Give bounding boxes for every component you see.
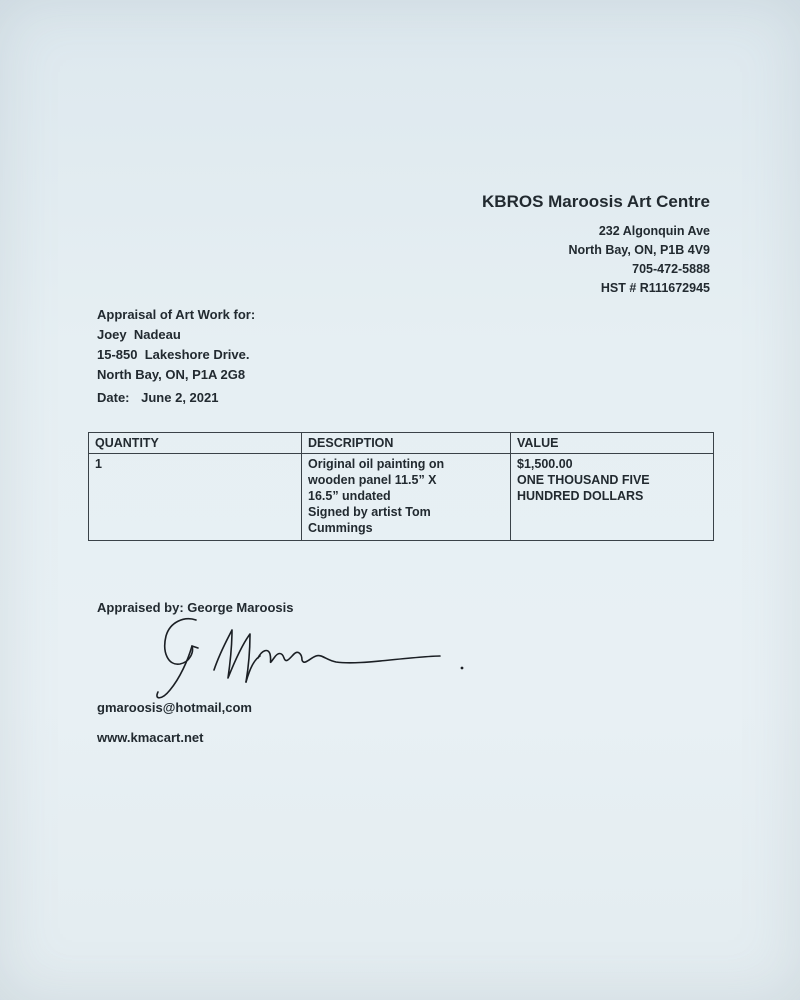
- company-phone: 705-472-5888: [632, 262, 710, 276]
- appraiser-website[interactable]: www.kmacart.net: [97, 730, 204, 745]
- signature-dot: [461, 667, 464, 670]
- company-hst: HST # R111672945: [600, 281, 710, 295]
- description-line: 16.5” undated: [308, 489, 391, 503]
- value-header: VALUE: [511, 433, 714, 454]
- description-line: Signed by artist Tom: [308, 505, 431, 519]
- table-header-row: [89, 433, 714, 454]
- appraisal-table: [88, 432, 714, 541]
- recipient-block: [97, 305, 255, 385]
- appraised-by: Appraised by: George Maroosis: [97, 600, 294, 615]
- recipient-heading: Appraisal of Art Work for:: [97, 307, 256, 322]
- description-cell: [302, 454, 511, 541]
- company-address-line2: North Bay, ON, P1B 4V9: [568, 243, 710, 257]
- value-amount: $1,500.00: [517, 457, 573, 471]
- description-line: Original oil painting on: [308, 457, 445, 471]
- company-address-line1: 232 Algonquin Ave: [598, 224, 710, 238]
- appraiser-email[interactable]: gmaroosis@hotmail,com: [97, 700, 252, 715]
- value-words: HUNDRED DOLLARS: [517, 489, 644, 503]
- company-name: KBROS Maroosis Art Centre: [482, 192, 710, 211]
- date-value: June 2, 2021: [141, 390, 219, 405]
- recipient-street: 15-850 Lakeshore Drive.: [97, 347, 250, 362]
- date-label: Date:: [97, 390, 130, 405]
- value-cell: [511, 454, 714, 541]
- description-header: DESCRIPTION: [302, 433, 511, 454]
- date-line: [97, 390, 226, 405]
- company-header: [482, 192, 710, 298]
- recipient-name: Joey Nadeau: [97, 327, 181, 342]
- table-row: [89, 454, 714, 541]
- value-words: ONE THOUSAND FIVE: [517, 473, 650, 487]
- quantity-header: QUANTITY: [89, 433, 302, 454]
- description-line: Cummings: [308, 521, 373, 535]
- recipient-city: North Bay, ON, P1A 2G8: [97, 367, 246, 382]
- description-line: wooden panel 11.5” X: [308, 473, 437, 487]
- quantity-value: 1: [95, 457, 102, 471]
- quantity-cell: [89, 454, 302, 541]
